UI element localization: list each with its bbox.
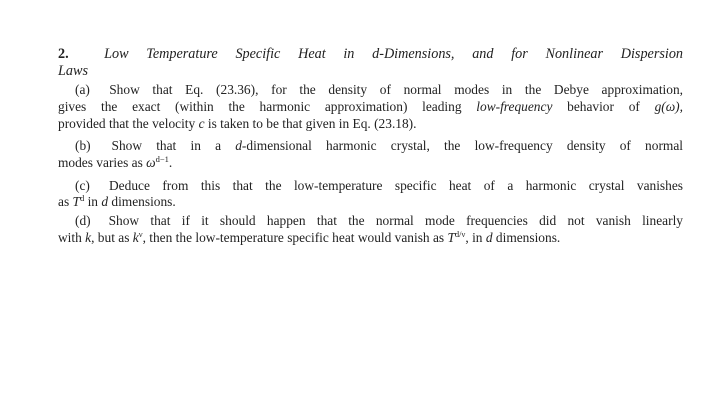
problem-title — [58, 46, 683, 62]
part-c-line1: (c) Deduce from this that the low-temperature specific heat of a harmonic crystal vanishes — [75, 178, 683, 193]
part-b-line1: (b) Show that in a d-dimensional harmonic crystal, the low-frequency density of normal — [75, 138, 683, 153]
title-text: Low Temperature Specific Heat in d-Dimensions, and for Nonlinear Dispersion — [104, 46, 683, 62]
part-a-line2: gives the exact (within the harmonic approximation) leading low-frequency behavior of g(ω), — [58, 99, 683, 114]
part-a-line3: provided that the velocity c is taken to be that given in Eq. (23.18). — [58, 116, 417, 131]
part-d-line2: with k, but as $k^\nu$, then the low-temperature specific heat would vanish as $T^{d/\nu}$, in d dimensions. — [58, 229, 561, 245]
problem-title-cont: Laws — [58, 63, 88, 79]
part-d-line1: (d) Show that if it should happen that the normal mode frequencies did not vanish linearly — [75, 213, 683, 228]
problem-number: 2. — [58, 46, 69, 62]
part-b-line2: modes varies as $\omega^{d-1}$. — [58, 154, 173, 170]
part-c-line2: as $T^d$ in d dimensions. — [58, 193, 176, 209]
part-a-line1: (a) Show that Eq. (23.36), for the density of normal modes in the Debye approximation, — [75, 82, 683, 97]
